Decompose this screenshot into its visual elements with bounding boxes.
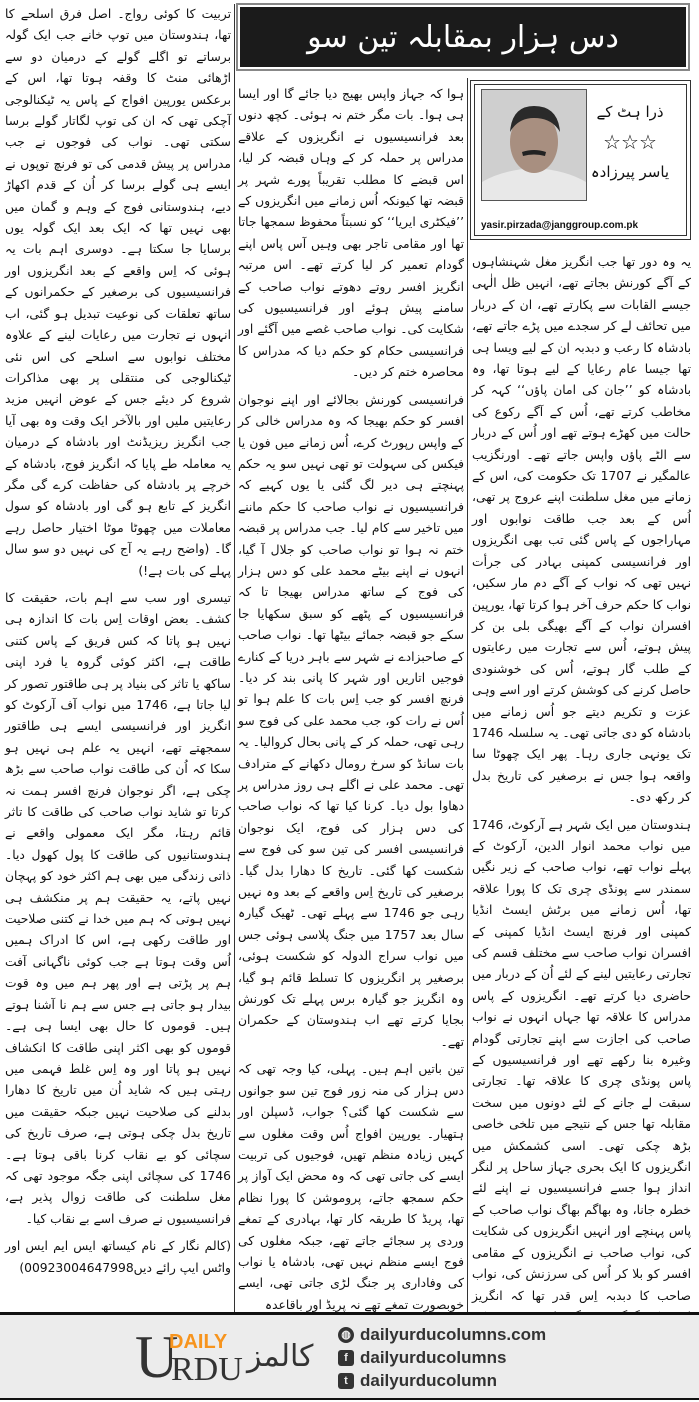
paragraph: یہ وہ دور تھا جب انگریز مغل شہنشاہوں کے آگے کورنش بجاتے تھے، انہیں ظل الٰہی جیسے القابات سے پکارتے تھے، ان کے دربار میں تحائف لے کر سجدے میں پڑے جاتے تھے، بادشاہ کا رعب و دبدبہ ان کے لیے ویسا ہی تھا جیسا عام رعایا کے لیے ہوتا تھا، وہ بادشاہ کو ’’جان کی امان پاؤں‘‘ کہہ کر مخاطب کرتے تھے، اُس کے آگے رکوع کی حالت میں کھڑے ہوتے تھے اور اُس کے دربار سے الٹے پاؤں واپس جاتے تھے۔ اورنگزیب عالمگیر نے 1707 تک حکومت کی، اس کے زمانے میں مغل سلطنت اپنے عروج پر تھی، اُس کے بعد جب طاقت نوابوں اور مہاراجوں کے پاس گئی تب بھی انگریزوں اور فرانسیسی کمپنی بہادر کی جرأت نہیں تھی کہ نواب کے آگے دم مار سکیں، نواب کا حکم حرف آخر ہوا کرتا تھا، یورپین افسران نواب کے آگے بھیگی بلی بن کر پیش ہوتے، اُس سے تجارت میں رعایتوں کے طلب گار ہوتے، اُس کی خوشنودی حاصل کرنے کی کوشش کرتے اور اسے وہی عزت و تکریم دیتے جو اُس زمانے میں بادشاہ کو دی جاتی تھی۔ یہ سلسلہ 1746 تک یونہی جاری رہا۔ پھر ایک چھوٹا سا واقعہ ہوا جس نے برصغیر کی تاریخ بدل کر رکھ دی۔ <box>472 255 691 805</box>
paragraph: تیسری اور سب سے اہم بات، حقیقت کا کشف۔ بعض اوقات اِس بات کا اندازہ ہی نہیں ہو پاتا کہ کس فریق کے پاس کتنی طاقت ہے، اکثر کوئی گروہ یا فرد اپنی ساکھ یا تاثر کی بنیاد پر ہی طاقتور تصور کر لیا جاتا ہے، 1746 میں نواب آف آرکوٹ کو انگریز اور فرانسیسی ایسے ہی طاقتور سمجھتے تھے، انہیں یہ علم ہی نہیں ہو سکا کہ اُن کی طاقت نواب صاحب سے بڑھ چکی ہے، اگر نوجوان فرنچ افسر ہمت نہ کرتا تو شاید نواب صاحب کی طاقت کا تاثر قائم رہتا، مگر ایک معمولی واقعے نے ہندوستانیوں کی طاقت کا پول کھول دیا۔ ذاتی زندگی میں بھی ہم اکثر خود کو پہچان نہیں پاتے، یہ حقیقت ہم پر منکشف ہی نہیں ہوتی کہ ہم میں خدا نے کتنی صلاحیت اور طاقت رکھی ہے، اس کا ادراک ہمیں اُس وقت ہوتا ہے جب کوئی ناگہانی آفت ہم پر پڑتی ہے اور پھر ہم میں وہ قوت بیدار ہو جاتی ہے جس سے ہم نا آشنا ہوتے ہیں۔ قوموں کا حال بھی ایسا ہی ہے۔ قوموں کو بھی اکثر اپنی طاقت کا انکشاف نہیں ہو پاتا اور وہ اِس غلط فہمی میں رہتی ہیں کہ شاید اُن میں تاریخ کا دھارا بدلنے کی صلاحیت نہیں جبکہ حقیقت میں تاریخ بدل چکی ہوتی ہے، صرف تاریخ کی سچائی کو بے نقاب کرنا باقی ہوتا ہے۔ 1746 کی سچائی اپنی جگہ موجود تھی کہ مغل سلطنت کی طاقت زوال پذیر ہے، فرانسیسیوں نے صرف اسے بے نقاب کیا۔ <box>5 590 232 1226</box>
author-box <box>470 80 691 240</box>
facebook-label: dailyurducolumns <box>360 1347 507 1367</box>
social-links <box>338 1323 546 1392</box>
paragraph: تربیت کا کوئی رواج۔ اصل فرق اسلحے کا تھا، ہندوستان میں توپ خانے جب ایک گولہ برساتے تو اگلے گولے کے درمیان دو سے اڑھائی منٹ کا وقفہ ہوتا تھا، اس کے برعکس یورپین افواج کے پاس یہ ٹیکنالوجی آچکی تھی کہ ان کی توپ لگاتار گولے برسا سکتی تھی۔ نواب کی فوجوں نے جب مدراس پر پیش قدمی کی تو فرنچ توپوں نے ایسے ہی گولے برسا کر اُن کے قدم اکھاڑ دیے، ہندوستانی فوج کے وہم و گمان میں بھی نہیں تھا کہ ایک بعد ایک گولہ یوں برسایا جا سکتا ہے۔ دوسری اہم بات یہ ہوئی کہ اِس واقعے کے بعد انگریزوں اور فرانسیسیوں کی برصغیر کے حکمرانوں کے ساتھ تعلقات کی نوعیت تبدیل ہو گئی، اب انہوں نے تجارت میں رعایات لینے کے علاوہ مختلف نوابوں سے اسلحے کی اس نئی ٹیکنالوجی کی منتقلی پر بھی مذاکرات شروع کر دیئے جس کے عوض انہیں مزید رعایتیں ملیں اور بالآخر ایک وقت وہ بھی آیا جب انگریز ریزیڈنٹ اور بادشاہ کے درمیان یہ معاملہ طے پایا کہ انگریز فوج، بادشاہ کے خرچے پر بادشاہ کی حفاظت کرے گی مگر انگریز کے تابع ہو گی اور بادشاہ کو سول معاملات میں چھوٹا موٹا اختیار حاصل رہے گا۔ (واضح رہے یہ آج کی نہیں دو سو سال پہلے کی بات ہے!) <box>5 7 231 578</box>
column-name: ذرا ہٹ کے <box>596 103 664 121</box>
author-name: یاسر پیرزادہ <box>590 163 670 181</box>
column-right <box>472 252 691 1308</box>
paragraph: تین باتیں اہم ہیں۔ پہلی، کیا وجہ تھی کہ دس ہزار کی منہ زور فوج تین سو جوانوں سے شکست کھا گئی؟ جواب، ڈسپلن اور ہتھیار۔ یورپین افواج اُس وقت مغلوں سے کہیں زیادہ منظم تھیں، فوجیوں کی تربیت ایسے کی جاتی تھی کہ وہ محض ایک آواز پر حکم سمجھ جاتے، پروموشن کا پورا نظام تھا، پریڈ کا طریقہ کار تھا، بہادری کے تمغے وردی پر سجائے جاتے تھے، جبکہ مغلوں کی فوج ایسے منظم نہیں تھی، بادشاہ یا نواب کی وفاداری پر جنگ لڑی جاتی تھی، ایسے خوبصورت تمغے تھے نہ پریڈ اور باقاعدہ <box>238 1062 464 1312</box>
facebook-icon: f <box>338 1350 354 1366</box>
column-left <box>5 4 231 1308</box>
facebook-link[interactable] <box>338 1346 546 1369</box>
twitter-icon: t <box>338 1373 354 1389</box>
globe-icon: ◍ <box>338 1327 354 1343</box>
paragraph: ہوا کہ جہاز واپس بھیج دیا جائے گا اور ایسا ہی ہوا۔ بات مگر ختم نہ ہوئی۔ کچھ دنوں بعد فرانسیسیوں نے انگریزوں کے علاقے مدراس پر حملہ کر کے وہاں قبضہ کر لیا، اس قبضے کا مطلب تقریباً پورے شہر پر قبضہ تھا کیونکہ اُس زمانے میں انگریزوں کے ’’فیکٹری ایریا‘‘ کو نسبتاً محفوظ سمجھا جاتا تھا اور مقامی تاجر بھی وہیں آس پاس اپنے گودام تعمیر کر لیا کرتے تھے۔ اس مرتبہ انگریز افسر روتے دھوتے نواب صاحب کے سامنے پیش ہوئے اور فرانسیسیوں کی شکایت کی۔ نواب صاحب غصے میں آگئے اور فرانسیسی حکام کو حکم دیا کہ مدراس کا محاصرہ ختم کر دیں۔ <box>238 87 464 380</box>
column-divider <box>467 78 468 1312</box>
headline: دس ہزار بمقابلہ تین سو <box>240 7 686 67</box>
column-divider <box>234 4 235 1312</box>
logo-columns: کالمز <box>247 1339 314 1374</box>
website-link[interactable] <box>338 1323 546 1346</box>
author-photo <box>481 89 587 201</box>
paragraph: ہندوستان میں ایک شہر ہے آرکوٹ، 1746 میں نواب محمد انوار الدین، آرکوٹ کے پہلے نواب تھے، نواب صاحب کے زیر نگیں سمندر سے پونڈی چری تک کا پورا علاقہ تھا، اُس زمانے میں برٹش ایسٹ انڈیا کمپنی اور فرنچ ایسٹ انڈیا کمپنی کے افسران نواب صاحب سے مختلف قسم کی تجارتی رعایتیں لینے کے لئے اُن کے دربار میں حاضری دیا کرتے تھے۔ انگریزوں کے پاس مدراس کا علاقہ تھا جہاں انہوں نے نواب صاحب کی اجازت سے اپنے تجارتی گودام وغیرہ بنا رکھے تھے اور فرانسیسیوں کے پاس پونڈی چری کا علاقہ تھا۔ تجارتی سبقت لے جانے کے لئے دونوں میں سخت مقابلہ تھا جس کے نتیجے میں تلخی خاصی بڑھ چکی تھی۔ اسی کشمکش میں انگریزوں کا ایک بحری جہاز ساحل پر لنگر انداز ہوا جسے فرانسیسیوں نے اپنے لئے خطرہ جانا، وہ بھاگم بھاگ نواب صاحب کے پاس پہنچے اور انہیں انگریزوں کی شکایت کی، نواب صاحب نے انگریزوں کے مقامی افسر کو بلا کر اُس کی سرزنش کی، نواب صاحب کا دبدبہ اِس قدر تھا کہ انگریز <box>472 817 691 1303</box>
footer <box>0 1312 699 1400</box>
column-middle <box>238 84 465 1312</box>
twitter-label: dailyurducolumn <box>360 1370 497 1390</box>
stars-icon: ☆☆☆ <box>603 130 657 154</box>
daily-urdu-columns-logo: U DAILY RDU کالمز <box>135 1324 314 1390</box>
twitter-link[interactable] <box>338 1369 546 1392</box>
headline-box <box>236 3 690 71</box>
logo-daily: DAILY <box>169 1331 228 1353</box>
paragraph: فرانسیسی کورنش بجالائے اور اپنے نوجوان افسر کو حکم بھیجا کہ وہ مدراس خالی کر کے واپس رپورٹ کرے، اُس زمانے میں فون یا فیکس کی سہولت تو تھی نہیں سو یہ حکم پہنچتے ہی دیر لگ گئی یا یوں کہیے کہ فرانسیسیوں نے نواب صاحب کا حکم ماننے میں تاخیر سے کام لیا۔ جب مدراس پر قبضہ ختم نہ ہوا تو نواب صاحب کو جلال آ گیا، انہوں نے اپنے بیٹے محمد علی کو دس ہزار کی فوج کے ساتھ مدراس بھیجا تا کہ فرانسیسیوں کے پٹھے کو سبق سکھایا جا سکے جو قبضہ جمائے بیٹھا تھا۔ نواب صاحب کے صاحبزادے نے شہر سے باہر دریا کے کنارے فوجیں اتاریں اور شہر کا پانی بند کر دیا۔ فرنچ افسر کو جب اِس بات کا علم ہوا تو اُس نے رات کو، جب محمد علی کی فوج سو رہی تھی، حملہ کر کے پانی بحال کروالیا۔ یہ بات سانڈ کو سرخ رومال دکھانے کے مترادف تھی۔ محمد علی نے اگلے ہی روز مدراس پر دھاوا بول دیا۔ کرنا کیا تھا کہ نواب صاحب کی دس ہزار کی فوج، ایک نوجوان فرانسیسی افسر کی تین سو کی فوج سے شکست کھا گئی۔ تاریخ کا دھارا بدل گیا۔ برصغیر کی تاریخ اِس واقعے کے بعد وہ نہیں رہی جو 1746 سے پہلے تھی۔ ٹھیک گیارہ سال بعد 1757 میں جنگ پلاسی ہوئی جس میں نواب سراج الدولہ کو شکست ہوئی، برصغیر پر انگریزوں کا تسلط قائم ہو گیا، وہ انگریز جو گیارہ برس پہلے تک کورنش بجایا کرتے تھے اب ہندوستان کے حکمران تھے۔ <box>238 392 465 1049</box>
website-label: dailyurducolumns.com <box>360 1324 547 1344</box>
author-email[interactable]: yasir.pirzada@janggroup.com.pk <box>481 220 639 231</box>
contact-note: (کالم نگار کے نام کیساتھ ایس ایم ایس اور واٹس ایپ رائے دیں00923004647998) <box>5 1239 231 1275</box>
